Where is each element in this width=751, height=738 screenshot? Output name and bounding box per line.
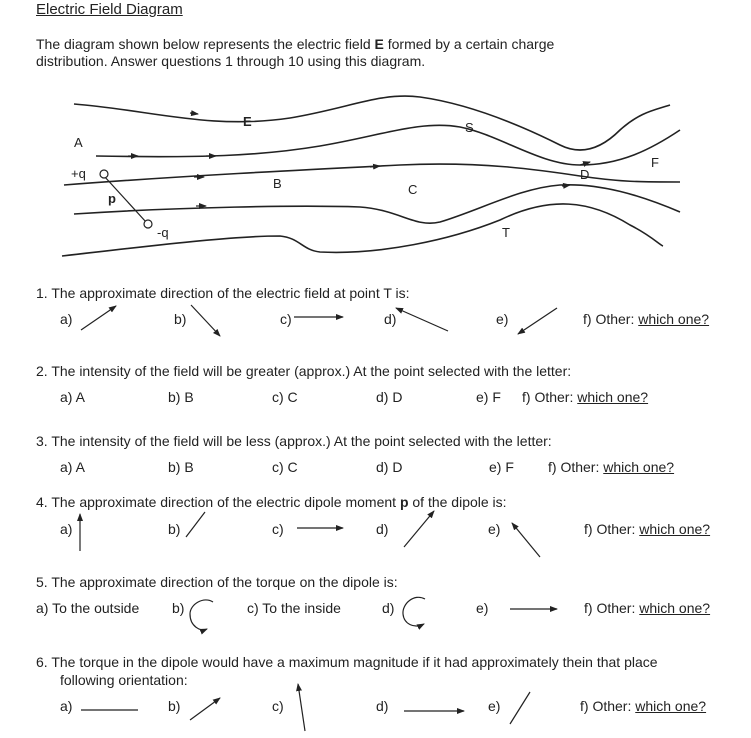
q1-arrow-e-icon	[518, 308, 557, 334]
intro-text-after: formed by a certain charge distribution. Answer questions 1 through 10 using this diagram.	[36, 36, 555, 69]
q6-option-e[interactable]: e)	[488, 698, 501, 714]
q5-option-a[interactable]: a) To the outside	[36, 600, 140, 616]
q1-option-f[interactable]	[583, 311, 709, 327]
label-C: C	[408, 182, 418, 197]
q5-option-f-label: f) Other:	[584, 600, 636, 616]
q4-option-f[interactable]	[584, 521, 710, 537]
q6-which-one: which one?	[635, 698, 707, 714]
q4-text-before: 4. The approximate direction of the electric dipole moment	[36, 494, 400, 510]
q2-option-b[interactable]: b) B	[168, 389, 194, 405]
q6-option-f-label: f) Other:	[580, 698, 632, 714]
label-T: T	[502, 225, 510, 240]
q5-option-f[interactable]	[584, 600, 710, 616]
intro-text-before: The diagram shown below represents the electric field	[36, 36, 375, 52]
q1-option-f-label: f) Other:	[583, 311, 635, 327]
q5-option-c[interactable]: c) To the inside	[247, 600, 341, 616]
question-5-text: 5. The approximate direction of the torque on the dipole is:	[36, 574, 398, 590]
q4-dipole-symbol: p	[399, 494, 409, 510]
label-p: p	[108, 191, 116, 206]
q1-arrow-b-icon	[191, 305, 220, 336]
q2-option-d[interactable]: d) D	[376, 389, 403, 405]
q4-arrow-d-icon	[404, 511, 434, 547]
question-4-text	[36, 494, 507, 510]
q3-option-e[interactable]: e) F	[489, 459, 514, 475]
q6-option-d[interactable]: d)	[376, 698, 389, 714]
q4-option-f-label: f) Other:	[584, 521, 636, 537]
q1-option-b[interactable]: b)	[174, 311, 187, 327]
q2-option-e[interactable]: e) F	[476, 389, 501, 405]
q4-arrow-b-icon	[186, 512, 205, 537]
q4-option-a[interactable]: a)	[60, 521, 73, 537]
document-title: Electric Field Diagram	[36, 1, 183, 18]
dipole-positive-charge	[100, 170, 108, 178]
q2-option-a[interactable]: a) A	[60, 389, 85, 405]
q3-option-c[interactable]: c) C	[272, 459, 298, 475]
q6-option-f[interactable]	[580, 698, 706, 714]
q3-option-d[interactable]: d) D	[376, 459, 403, 475]
intro-field-symbol: E	[374, 36, 384, 52]
q1-option-a[interactable]: a)	[60, 311, 73, 327]
q2-option-c[interactable]: c) C	[272, 389, 298, 405]
question-3-text: 3. The intensity of the field will be less (approx.) At the point selected with the letter:	[36, 433, 552, 449]
label-minus-q: -q	[157, 225, 169, 240]
label-B: B	[273, 176, 282, 191]
label-F: F	[651, 155, 659, 170]
q5-option-e[interactable]: e)	[476, 600, 489, 616]
q4-option-e[interactable]: e)	[488, 521, 501, 537]
label-plus-q: +q	[71, 166, 86, 181]
q3-option-b[interactable]: b) B	[168, 459, 194, 475]
field-line-1	[74, 96, 670, 150]
q3-option-f[interactable]	[548, 459, 674, 475]
q2-option-f[interactable]	[522, 389, 648, 405]
q3-option-f-label: f) Other:	[548, 459, 600, 475]
q6-arrow-b-icon	[190, 698, 220, 720]
label-E: E	[243, 114, 252, 129]
q1-arrow-a-icon	[81, 306, 116, 330]
label-D: D	[580, 167, 590, 182]
label-S: S	[465, 120, 474, 135]
label-A: A	[74, 135, 83, 150]
q4-option-d[interactable]: d)	[376, 521, 389, 537]
question-1-text: 1. The approximate direction of the electric field at point T is:	[36, 285, 410, 301]
q6-option-b[interactable]: b)	[168, 698, 181, 714]
q5-option-d[interactable]: d)	[382, 600, 395, 616]
field-line-4	[74, 185, 680, 223]
q1-option-d[interactable]: d)	[384, 311, 397, 327]
q5-option-b[interactable]: b)	[172, 600, 185, 616]
q1-option-c[interactable]: c)	[280, 311, 292, 327]
q5-which-one: which one?	[639, 600, 711, 616]
q6-option-a[interactable]: a)	[60, 698, 73, 714]
q3-option-a[interactable]: a) A	[60, 459, 85, 475]
field-line-5	[62, 204, 663, 256]
q1-arrow-d-icon	[396, 308, 448, 331]
question-2-text: 2. The intensity of the field will be greater (approx.) At the point selected with the letter:	[36, 363, 572, 379]
q6-arrow-c-icon	[298, 684, 305, 731]
q1-which-one: which one?	[638, 311, 710, 327]
q6-line-e-icon	[510, 692, 530, 724]
q2-option-f-label: f) Other:	[522, 389, 574, 405]
field-line-2	[96, 125, 680, 165]
dipole-negative-charge	[144, 220, 152, 228]
q5-curved-arrow-b-icon	[190, 600, 213, 630]
q4-text-after: of the dipole is:	[408, 494, 507, 510]
q1-option-e[interactable]: e)	[496, 311, 509, 327]
field-arrow-1	[190, 113, 198, 114]
q4-option-c[interactable]: c)	[272, 521, 284, 537]
q4-arrow-e-icon	[512, 523, 540, 557]
q2-which-one: which one?	[577, 389, 649, 405]
q3-which-one: which one?	[603, 459, 675, 475]
q5-curved-arrow-d-icon	[403, 597, 425, 626]
question-6-text-line2: following orientation:	[60, 672, 188, 688]
question-6-text-line1: 6. The torque in the dipole would have a maximum magnitude if it had approximately thein that place	[36, 654, 658, 670]
q4-option-b[interactable]: b)	[168, 521, 181, 537]
q6-option-c[interactable]: c)	[272, 698, 284, 714]
q4-which-one: which one?	[639, 521, 711, 537]
